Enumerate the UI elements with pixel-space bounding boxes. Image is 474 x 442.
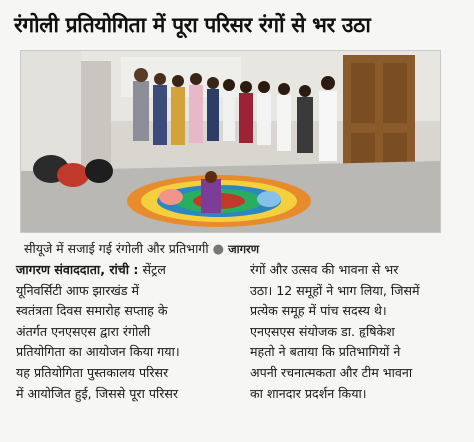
article-line bbox=[16, 260, 238, 281]
article-line: एनएसएस संयोजक डा. हृषिकेश bbox=[250, 323, 395, 339]
headline: रंगोली प्रतियोगिता में पूरा परिसर रंगों से भर उठा bbox=[14, 13, 371, 37]
news-photo bbox=[20, 50, 441, 233]
article-line: में आयोजित हुई, जिससे पूरा परिसर bbox=[16, 385, 179, 401]
article-line: यूनिवर्सिटी आफ झारखंड में bbox=[16, 282, 140, 298]
article-line: अपनी रचनात्मकता और टीम भावना bbox=[250, 364, 413, 380]
photo-credit: जागरण bbox=[228, 242, 260, 256]
dateline: जागरण संवाददाता, रांची : bbox=[16, 262, 139, 277]
caption-text: सीयूजे में सजाई गई रंगोली और प्रतिभागी bbox=[24, 241, 209, 256]
article-line: रंगों और उत्सव की भावना से भर bbox=[250, 262, 399, 277]
rangoli-photo-illustration bbox=[21, 51, 440, 232]
article-line: का शानदार प्रदर्शन किया। bbox=[250, 385, 367, 401]
article-column-right bbox=[250, 260, 464, 404]
article-line-text: सेंट्रल bbox=[138, 262, 166, 277]
article-line: यह प्रतियोगिता पुस्तकालय परिसर bbox=[16, 364, 169, 380]
article-line: स्वतंत्रता दिवस समारोह सप्ताह के bbox=[16, 303, 168, 319]
article-line: प्रत्येक समूह में पांच सदस्य थे। bbox=[250, 303, 387, 319]
article-column-left bbox=[16, 260, 238, 404]
photo-caption bbox=[24, 238, 454, 261]
article-line: महतो ने बताया कि प्रतिभागियों ने bbox=[250, 344, 401, 360]
article-line: उठा। 12 समूहों ने भाग लिया, जिसमें bbox=[250, 282, 420, 298]
article-line: प्रतियोगिता का आयोजन किया गया। bbox=[16, 344, 180, 360]
article-line: अंतर्गत एनएसएस द्वारा रंगोली bbox=[16, 323, 151, 339]
bullet-icon: ● bbox=[212, 242, 229, 257]
